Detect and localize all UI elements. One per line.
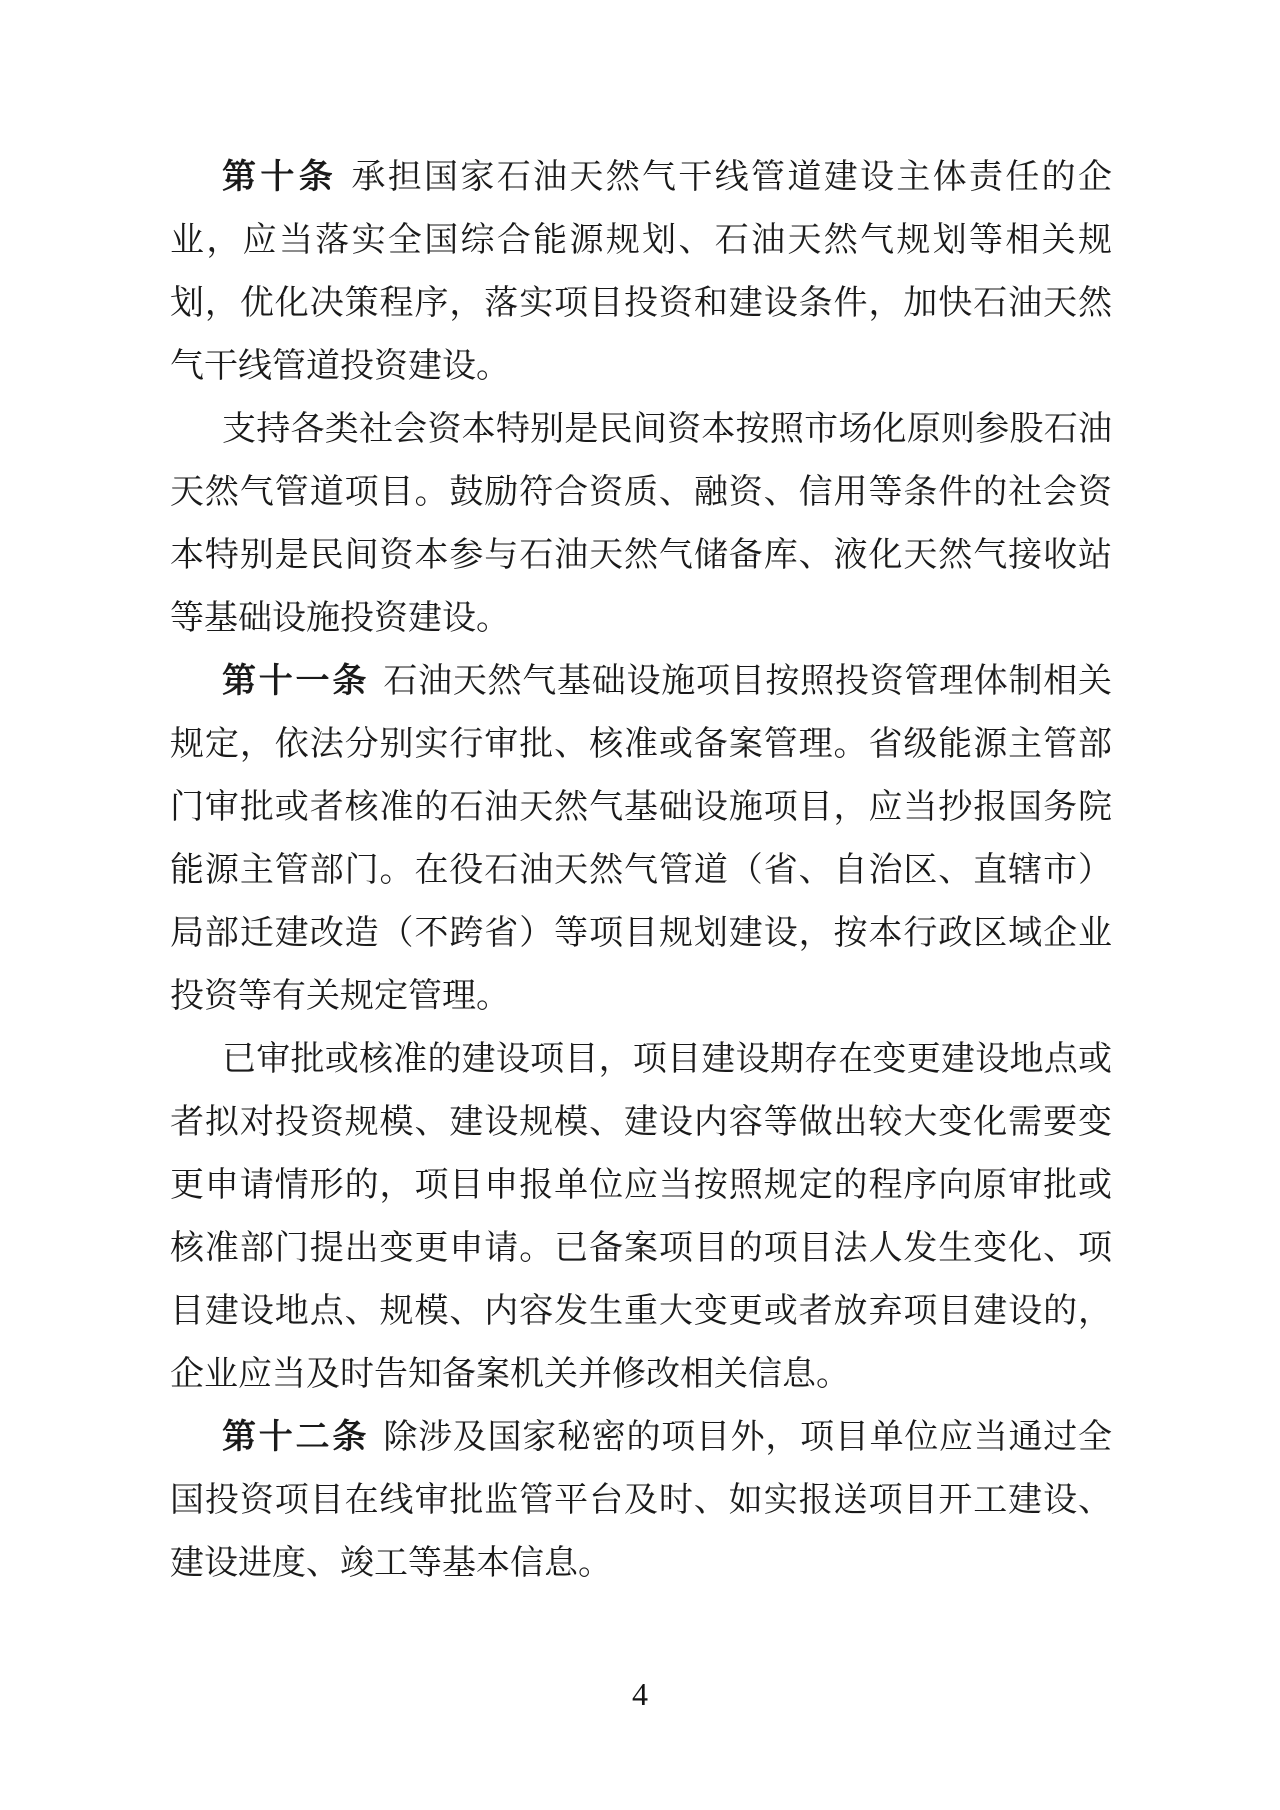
- article-12-text: 除涉及国家秘密的项目外，项目单位应当通过全国投资项目在线审批监管平台及时、如实报送项目开工建设、建设进度、竣工等基本信息。: [170, 1419, 1112, 1582]
- paragraph-project-changes: [170, 1028, 1112, 1406]
- paragraph-article-12: [170, 1406, 1112, 1595]
- article-11-text: 石油天然气基础设施项目按照投资管理体制相关规定，依法分别实行审批、核准或备案管理。省级能源主管部门审批或者核准的石油天然气基础设施项目，应当抄报国务院能源主管部门。在役石油天然气管道（省、自治区、直辖市）局部迁建改造（不跨省）等项目规划建设，按本行政区域企业投资等有关规定管理。: [170, 663, 1112, 1015]
- page-number: 4: [632, 1676, 648, 1712]
- paragraph-social-capital: [170, 398, 1112, 650]
- article-12-heading: 第十二条: [222, 1419, 370, 1456]
- paragraph-article-11: [170, 650, 1112, 1028]
- paragraph-article-10: [170, 146, 1112, 398]
- paragraph-social-capital-text: 支持各类社会资本特别是民间资本按照市场化原则参股石油天然气管道项目。鼓励符合资质、融资、信用等条件的社会资本特别是民间资本参与石油天然气储备库、液化天然气接收站等基础设施投资建设。: [170, 411, 1112, 637]
- paragraph-project-changes-text: 已审批或核准的建设项目，项目建设期存在变更建设地点或者拟对投资规模、建设规模、建设内容等做出较大变化需要变更申请情形的，项目申报单位应当按照规定的程序向原审批或核准部门提出变更申请。已备案项目的项目法人发生变化、项目建设地点、规模、内容发生重大变更或者放弃项目建设的，企业应当及时告知备案机关并修改相关信息。: [170, 1041, 1112, 1393]
- article-10-heading: 第十条: [222, 159, 338, 196]
- article-10-text: 承担国家石油天然气干线管道建设主体责任的企业，应当落实全国综合能源规划、石油天然气规划等相关规划，优化决策程序，落实项目投资和建设条件，加快石油天然气干线管道投资建设。: [170, 159, 1113, 385]
- article-11-heading: 第十一条: [222, 663, 370, 700]
- document-body: [170, 146, 1112, 1595]
